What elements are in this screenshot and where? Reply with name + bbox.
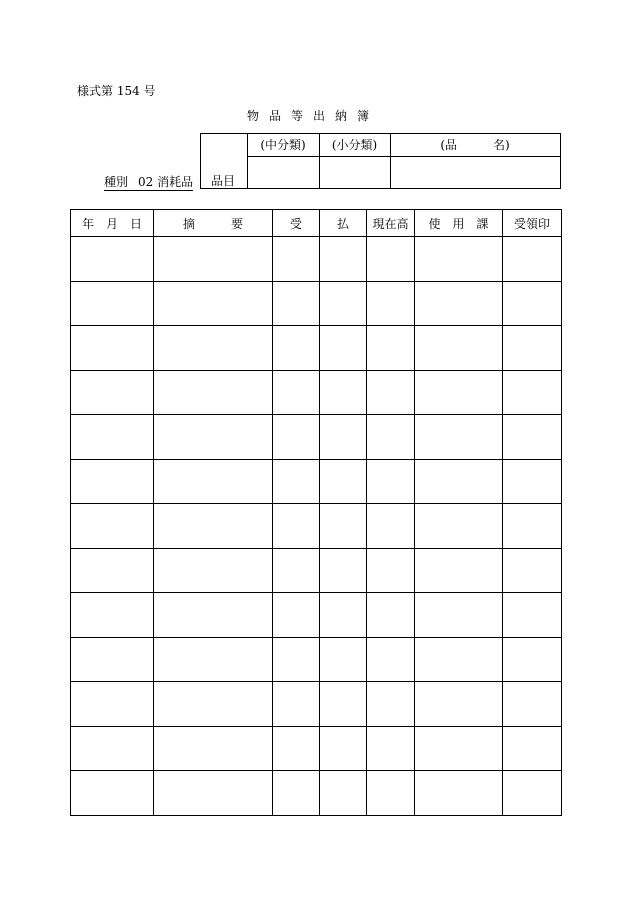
receipt-seal-cell[interactable] [503,504,562,549]
item-header-box [200,133,561,189]
summary-cell[interactable] [154,326,273,371]
balance-cell[interactable] [367,548,415,593]
using-section-cell[interactable] [415,771,503,816]
balance-cell[interactable] [367,237,415,282]
using-section-cell[interactable] [415,682,503,727]
column-header-received: 受 [273,210,320,237]
date-cell[interactable] [71,504,154,549]
ledger-body [71,237,562,816]
column-header-paid-out: 払 [320,210,367,237]
table-row [71,726,562,771]
balance-cell[interactable] [367,326,415,371]
column-header-balance: 現在高 [367,210,415,237]
balance-cell[interactable] [367,459,415,504]
summary-cell[interactable] [154,548,273,593]
balance-cell[interactable] [367,726,415,771]
date-cell[interactable] [71,726,154,771]
paid-out-cell[interactable] [320,771,367,816]
using-section-cell[interactable] [415,237,503,282]
receipt-seal-cell[interactable] [503,237,562,282]
balance-cell[interactable] [367,637,415,682]
using-section-cell[interactable] [415,370,503,415]
received-cell[interactable] [273,281,320,326]
summary-cell[interactable] [154,281,273,326]
category-value: 02 消耗品 [138,175,194,189]
table-row [71,237,562,282]
summary-cell[interactable] [154,237,273,282]
table-row [71,504,562,549]
balance-cell[interactable] [367,281,415,326]
summary-cell[interactable] [154,459,273,504]
using-section-cell[interactable] [415,504,503,549]
paid-out-cell[interactable] [320,682,367,727]
receipt-seal-cell[interactable] [503,593,562,638]
balance-cell[interactable] [367,593,415,638]
summary-cell[interactable] [154,637,273,682]
ledger-table [70,209,562,816]
column-header-date: 年 月 日 [71,210,154,237]
date-cell[interactable] [71,548,154,593]
table-row [71,682,562,727]
table-row [71,548,562,593]
date-cell[interactable] [71,281,154,326]
using-section-cell[interactable] [415,726,503,771]
summary-cell[interactable] [154,504,273,549]
small-class-heading: (小分類) [331,138,378,152]
receipt-seal-cell[interactable] [503,415,562,460]
received-cell[interactable] [273,682,320,727]
using-section-cell[interactable] [415,459,503,504]
paid-out-cell[interactable] [320,370,367,415]
receipt-seal-cell[interactable] [503,281,562,326]
paid-out-cell[interactable] [320,326,367,371]
table-row [71,326,562,371]
using-section-cell[interactable] [415,326,503,371]
balance-cell[interactable] [367,370,415,415]
item-label: 品目 [211,174,236,188]
date-cell[interactable] [71,415,154,460]
date-cell[interactable] [71,326,154,371]
received-cell[interactable] [273,637,320,682]
using-section-cell[interactable] [415,281,503,326]
table-row [71,593,562,638]
balance-cell[interactable] [367,504,415,549]
received-cell[interactable] [273,370,320,415]
paid-out-cell[interactable] [320,504,367,549]
received-cell[interactable] [273,726,320,771]
column-header-using-section: 使 用 課 [415,210,503,237]
category-label [104,175,193,191]
using-section-cell[interactable] [415,415,503,460]
receipt-seal-cell[interactable] [503,771,562,816]
paid-out-cell[interactable] [320,593,367,638]
receipt-seal-cell[interactable] [503,370,562,415]
item-name-heading: (品 名) [440,138,510,152]
receipt-seal-cell[interactable] [503,459,562,504]
date-cell[interactable] [71,682,154,727]
column-header-receipt-seal: 受領印 [503,210,562,237]
paid-out-cell[interactable] [320,726,367,771]
date-cell[interactable] [71,637,154,682]
table-row [71,637,562,682]
paid-out-cell[interactable] [320,459,367,504]
received-cell[interactable] [273,593,320,638]
received-cell[interactable] [273,237,320,282]
document-title: 物品等出納簿 [247,109,380,123]
received-cell[interactable] [273,459,320,504]
summary-cell[interactable] [154,370,273,415]
received-cell[interactable] [273,548,320,593]
middle-class-heading: (中分類) [260,138,306,152]
balance-cell[interactable] [367,415,415,460]
paid-out-cell[interactable] [320,281,367,326]
balance-cell[interactable] [367,771,415,816]
column-header-summary: 摘 要 [154,210,273,237]
date-cell[interactable] [71,237,154,282]
summary-cell[interactable] [154,415,273,460]
using-section-cell[interactable] [415,593,503,638]
paid-out-cell[interactable] [320,548,367,593]
table-row [71,281,562,326]
table-row [71,415,562,460]
form-number: 様式第 154 号 [77,84,156,98]
date-cell[interactable] [71,771,154,816]
table-row [71,370,562,415]
receipt-seal-cell[interactable] [503,637,562,682]
balance-cell[interactable] [367,682,415,727]
receipt-seal-cell[interactable] [503,726,562,771]
table-row [71,459,562,504]
received-cell[interactable] [273,415,320,460]
receipt-seal-cell[interactable] [503,548,562,593]
using-section-cell[interactable] [415,548,503,593]
summary-cell[interactable] [154,682,273,727]
summary-cell[interactable] [154,771,273,816]
date-cell[interactable] [71,593,154,638]
item-row-divider [247,156,560,157]
date-cell[interactable] [71,370,154,415]
paid-out-cell[interactable] [320,637,367,682]
receipt-seal-cell[interactable] [503,682,562,727]
summary-cell[interactable] [154,726,273,771]
received-cell[interactable] [273,771,320,816]
table-row [71,771,562,816]
received-cell[interactable] [273,326,320,371]
ledger-header-row [71,210,562,237]
date-cell[interactable] [71,459,154,504]
received-cell[interactable] [273,504,320,549]
paid-out-cell[interactable] [320,237,367,282]
paid-out-cell[interactable] [320,415,367,460]
using-section-cell[interactable] [415,637,503,682]
category-label-text: 種別 [104,175,129,189]
receipt-seal-cell[interactable] [503,326,562,371]
summary-cell[interactable] [154,593,273,638]
